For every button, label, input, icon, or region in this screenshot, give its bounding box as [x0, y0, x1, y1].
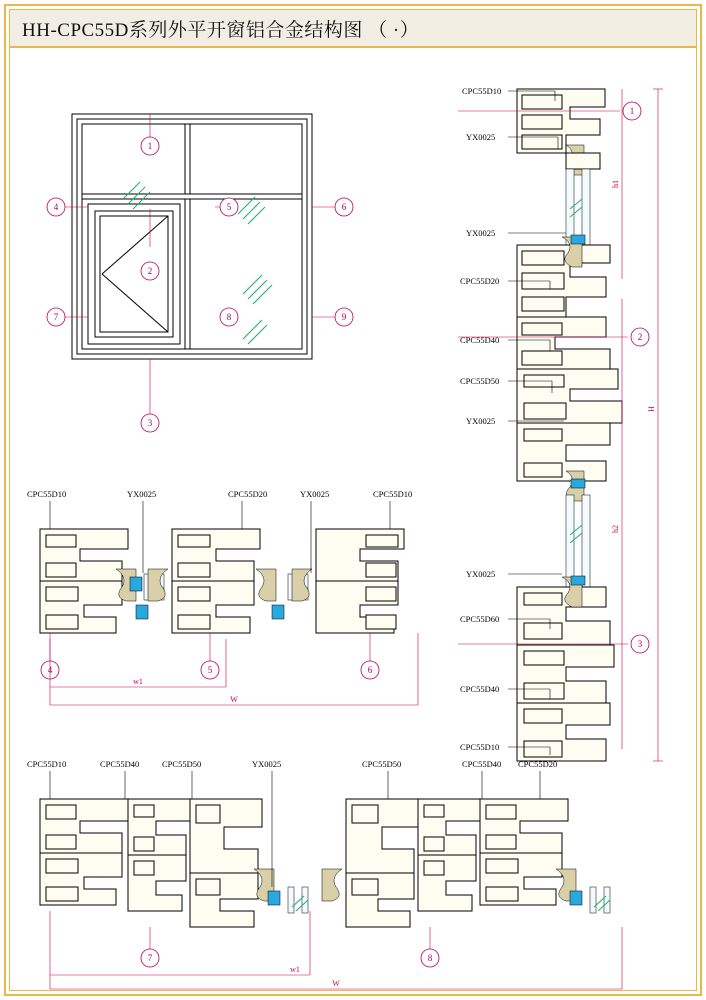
label-cpc55d10-v1: CPC55D10: [462, 86, 502, 96]
callout-2: 2: [147, 266, 153, 276]
label-cpc55d10-h1: CPC55D10: [27, 489, 67, 499]
dim-h2: h2: [611, 525, 620, 533]
label-cpc55d10-h2: CPC55D10: [373, 489, 413, 499]
profile-sash-top: [566, 153, 600, 245]
callout-3: 3: [147, 418, 153, 428]
label-cpc55d10-v2: CPC55D10: [460, 742, 500, 752]
hb-profile-left: [40, 799, 280, 927]
horizontal-bottom-callouts: [50, 911, 622, 989]
label-cpc55d10-hb1: CPC55D10: [27, 759, 67, 769]
elevation-view: [47, 114, 353, 432]
label-yx0025-v3: YX0025: [466, 416, 496, 426]
profile-transom: [517, 235, 622, 501]
label-cpc55d20-v: CPC55D20: [460, 276, 500, 286]
label-cpc55d60-v: CPC55D60: [460, 614, 500, 624]
label-yx0025-hb: YX0025: [252, 759, 282, 769]
hcallout-6: 6: [367, 665, 373, 675]
hcallout-4: 4: [47, 665, 53, 675]
callout-9: 9: [341, 312, 347, 322]
page-title: HH-CPC55D系列外平开窗铝合金结构图 （ ·）: [22, 19, 420, 41]
callout-8: 8: [226, 312, 232, 322]
horizontal-section-bottom-view: [27, 759, 622, 989]
label-cpc55d50-v: CPC55D50: [460, 376, 500, 386]
label-yx0025-v2: YX0025: [466, 228, 496, 238]
dim-W-bottom: W: [332, 979, 340, 988]
horizontal-section-top-view: [27, 489, 418, 705]
dim-h1: h1: [611, 180, 620, 188]
label-cpc55d40-v2: CPC55D40: [460, 684, 500, 694]
title-bar: [10, 10, 696, 48]
callout-6: 6: [341, 202, 347, 212]
callout-5: 5: [226, 202, 232, 212]
h-profile-right: [292, 529, 404, 633]
dim-w1-top: w1: [133, 677, 143, 686]
hbcallout-8: 8: [427, 953, 433, 963]
label-cpc55d40-hb2: CPC55D40: [462, 759, 502, 769]
label-yx0025-h1: YX0025: [127, 489, 157, 499]
profile-glass-lower: [566, 495, 590, 587]
label-yx0025-v1: YX0025: [466, 132, 496, 142]
label-cpc55d40-hb1: CPC55D40: [100, 759, 140, 769]
hbcallout-7: 7: [147, 953, 153, 963]
vcallout-3: 3: [637, 639, 643, 649]
profile-sill: [517, 576, 614, 761]
label-cpc55d50-hb2: CPC55D50: [362, 759, 402, 769]
callout-1: 1: [147, 141, 153, 151]
dim-H: H: [647, 406, 656, 412]
callout-4: 4: [53, 202, 59, 212]
hcallout-5: 5: [207, 665, 213, 675]
label-cpc55d40-v: CPC55D40: [460, 335, 500, 345]
h-profile-left: [40, 529, 142, 633]
vcallout-1: 1: [629, 106, 635, 116]
h-profile-center: [136, 529, 284, 633]
hb-profile-right: [322, 799, 582, 927]
label-cpc55d20-h: CPC55D20: [228, 489, 268, 499]
dim-W-top: W: [230, 695, 238, 704]
label-cpc55d20-hb: CPC55D20: [518, 759, 558, 769]
label-yx0025-v4: YX0025: [466, 569, 496, 579]
label-yx0025-h2: YX0025: [300, 489, 330, 499]
callout-7: 7: [53, 312, 59, 322]
dim-w1-bottom: w1: [290, 965, 300, 974]
horizontal-top-callouts: [41, 633, 418, 705]
vcallout-2: 2: [637, 332, 643, 342]
drawing-canvas: [10, 49, 696, 990]
label-cpc55d50-hb1: CPC55D50: [162, 759, 202, 769]
vertical-section-view: [458, 86, 663, 761]
